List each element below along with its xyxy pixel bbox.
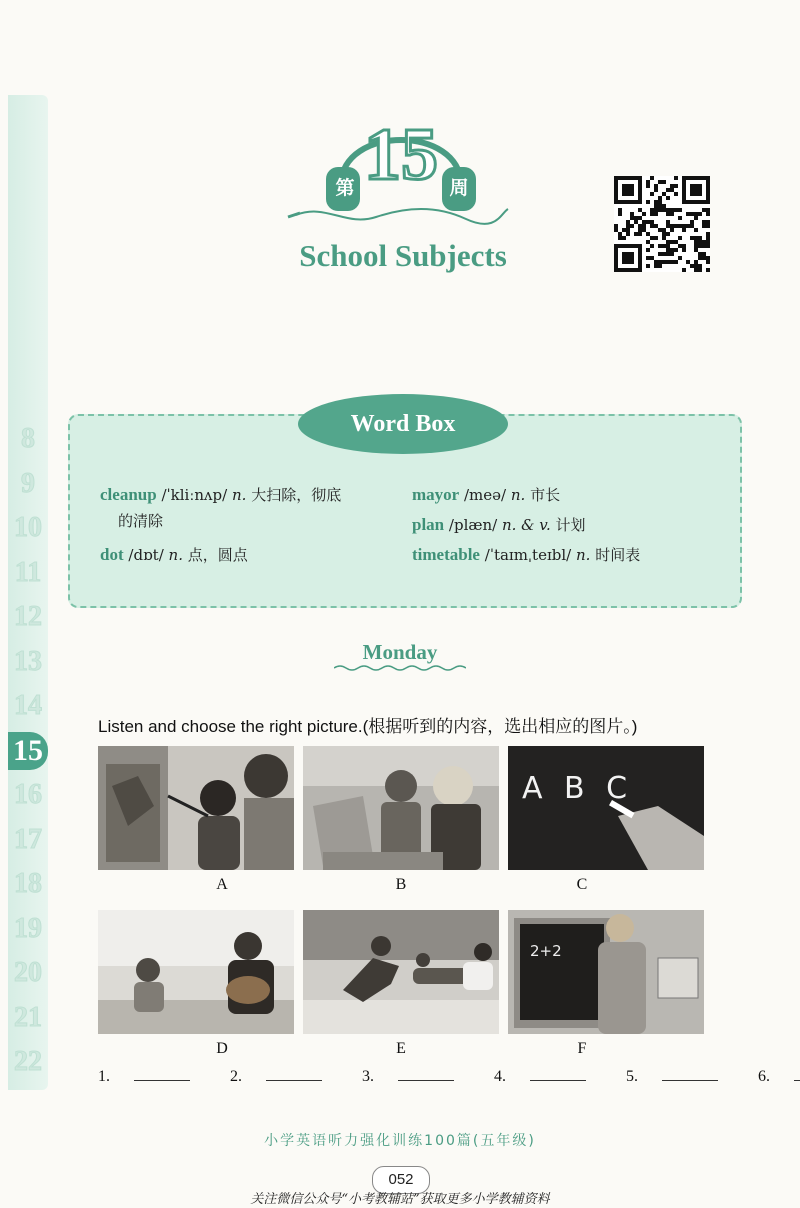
week-number: 15: [364, 114, 438, 196]
entry-mayor: [412, 482, 560, 508]
picture-b[interactable]: [303, 746, 499, 870]
entry-timetable: [412, 542, 640, 568]
chalkboard-abc-photo-icon: [508, 746, 704, 870]
answer-blank[interactable]: [662, 1080, 718, 1081]
entry-phonetic: /dɒt/: [128, 546, 164, 564]
entry-pos: n.: [231, 486, 247, 504]
chapter-tab-19[interactable]: 19: [14, 912, 42, 944]
qr-code-icon[interactable]: [614, 176, 710, 272]
chapter-tab-16[interactable]: 16: [14, 779, 42, 810]
answer-item: 1.: [98, 1068, 210, 1086]
answer-blank[interactable]: [134, 1080, 190, 1081]
entry-pos: n.: [510, 486, 526, 504]
chapter-tab-14[interactable]: 14: [14, 690, 42, 721]
entry-meaning: 点，圆点: [187, 546, 248, 564]
entry-meaning: 大扫除，彻底: [251, 486, 342, 504]
chapter-tab-9[interactable]: 9: [21, 467, 35, 499]
chalk-math-text: 2+2: [530, 942, 562, 960]
picture-a[interactable]: [98, 746, 294, 870]
answer-item: 2.: [230, 1068, 342, 1086]
entry-word: dot: [100, 545, 124, 564]
entry-meaning: 计划: [555, 516, 586, 534]
page-title: School Subjects: [299, 238, 507, 273]
entry-word: plan: [412, 515, 445, 534]
week-suffix: 周: [449, 177, 469, 199]
entry-phonetic: /meə/: [464, 486, 507, 504]
chapter-tab-20[interactable]: 20: [14, 957, 42, 988]
answer-blank[interactable]: [398, 1080, 454, 1081]
chalk-abc-text: A B C: [522, 771, 634, 806]
entry-phonetic: /ˈtaɪmˌteɪbl/: [484, 546, 572, 564]
chapter-tab-22[interactable]: 22: [14, 1046, 42, 1077]
picture-label-a: A: [216, 876, 228, 893]
answer-blank[interactable]: [266, 1080, 322, 1081]
entry-dot: [100, 542, 248, 568]
picture-f[interactable]: [508, 910, 704, 1034]
picture-label-f: F: [577, 1040, 587, 1057]
chapter-tab-18[interactable]: 18: [14, 868, 42, 899]
picture-label-b: B: [395, 876, 407, 893]
day-heading: Monday: [362, 640, 438, 664]
answer-blank[interactable]: [794, 1080, 800, 1081]
answer-item: 5.: [626, 1068, 738, 1086]
painting-photo-icon: [98, 746, 294, 870]
picture-label-d: D: [216, 1040, 228, 1057]
entry-meaning: 时间表: [595, 546, 641, 564]
math-blackboard-photo-icon: [508, 910, 704, 1034]
entry-meaning-cont: 的清除: [118, 512, 164, 530]
music-guitar-photo-icon: [98, 910, 294, 1034]
wave-underline-icon: [334, 664, 466, 672]
word-box-label: Word Box: [298, 394, 508, 454]
entry-word: cleanup: [100, 485, 157, 504]
answer-blank[interactable]: [530, 1080, 586, 1081]
pe-pushups-photo-icon: [303, 910, 499, 1034]
entry-pos: n.: [168, 546, 183, 564]
picture-e[interactable]: [303, 910, 499, 1034]
chapter-tab-15[interactable]: 15: [8, 732, 48, 770]
picture-label-e: E: [396, 1040, 406, 1057]
chapter-tab-13[interactable]: 13: [14, 645, 42, 677]
week-logo: [286, 95, 516, 235]
entry-phonetic: /ˈkliːnʌp/: [161, 486, 228, 504]
chapter-tab-11[interactable]: 11: [14, 556, 42, 588]
chapter-tab-17[interactable]: 17: [14, 823, 42, 855]
answer-item: 3.: [362, 1068, 474, 1086]
watermark-text: 关注微信公众号“小考教辅站”获取更多小学教辅资料: [250, 1192, 550, 1207]
picture-label-c: C: [576, 876, 588, 893]
instruction-text: Listen and choose the right picture.(根据听到的内容，选出相应的图片。): [98, 717, 638, 736]
chapter-tab-12[interactable]: 12: [14, 601, 42, 632]
page-number: 052: [372, 1166, 430, 1194]
entry-word: timetable: [412, 545, 480, 564]
answer-item: 4.: [494, 1068, 606, 1086]
chapter-tab-21[interactable]: 21: [14, 1001, 42, 1033]
week-prefix: 第: [335, 177, 355, 199]
answer-item: 6.: [758, 1068, 800, 1086]
picture-d[interactable]: [98, 910, 294, 1034]
picture-c[interactable]: [508, 746, 704, 870]
entry-pos: n.: [576, 546, 591, 564]
entry-plan: [412, 512, 586, 538]
chapter-tab-8[interactable]: 8: [21, 423, 35, 454]
computer-class-photo-icon: [303, 746, 499, 870]
entry-word: mayor: [412, 485, 460, 504]
chapter-tab-10[interactable]: 10: [14, 512, 42, 543]
entry-pos: n. & v.: [501, 516, 551, 534]
book-title: 小学英语听力强化训练100篇(五年级): [264, 1133, 536, 1149]
entry-phonetic: /plæn/: [448, 516, 498, 534]
entry-meaning: 市长: [530, 486, 561, 504]
answer-row: [98, 1068, 770, 1086]
entry-cleanup: [100, 482, 341, 534]
